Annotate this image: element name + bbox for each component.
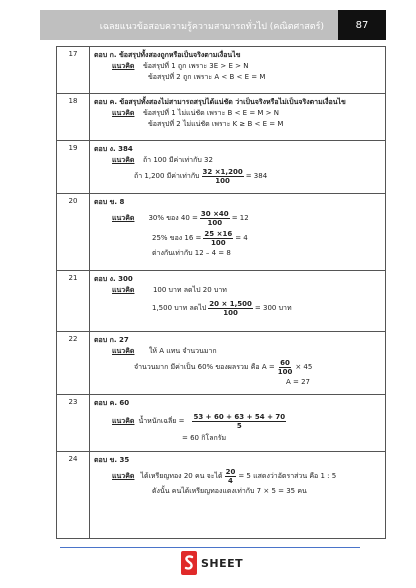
answer-cell	[90, 47, 386, 94]
question-number: 18	[57, 94, 90, 141]
answer-cell	[90, 94, 386, 141]
answer-cell	[90, 395, 386, 452]
answer-text: ตอบ ข. 35	[94, 456, 130, 464]
hint-line: 25% ของ 16 =	[152, 233, 202, 242]
hint-line: ดังนั้น คนได้เหรียญทองแดงเท่ากับ 7 × 5 = 35 คน	[152, 487, 307, 495]
fraction	[277, 359, 294, 376]
answer-text: ตอบ ค. 60	[94, 399, 130, 407]
answer-table	[56, 46, 386, 539]
page-header	[40, 10, 386, 40]
table-row	[57, 94, 386, 141]
answer-cell	[90, 194, 386, 271]
hint-label: แนวคิด	[112, 416, 135, 425]
fraction	[202, 168, 244, 185]
hint-line: = 300 บาท	[254, 303, 292, 312]
fraction-numerator: 53 + 60 + 63 + 54 + 70	[193, 412, 286, 421]
logo-text: SHEET	[201, 556, 244, 570]
answer-cell	[90, 332, 386, 395]
hint-label: แนวคิด	[112, 471, 135, 480]
fraction-denominator: 100	[277, 367, 293, 376]
fraction-denominator: 100	[207, 218, 223, 227]
fraction-numerator: 30 ×40	[200, 209, 229, 218]
hint-line: ให้ A แทน จำนวนมาก	[148, 347, 217, 355]
question-number: 20	[57, 194, 90, 271]
hint-line: = 4	[235, 234, 248, 242]
hint-label: แนวคิด	[112, 286, 135, 294]
fraction-denominator: 100	[211, 238, 226, 247]
fraction-numerator: 25 ×16	[204, 229, 233, 238]
fraction	[203, 230, 233, 247]
hint-line: ข้อสรุปที่ 2 ไม่แน่ชัด เพราะ K ≥ B < E = M	[148, 120, 284, 128]
hint-line: ได้เหรียญทอง 20 คน จะได้	[140, 471, 223, 480]
table-row	[57, 141, 386, 194]
hint-label: แนวคิด	[112, 156, 135, 164]
table-row	[57, 194, 386, 271]
fraction	[192, 413, 286, 430]
footer-divider	[60, 547, 360, 548]
answer-cell	[90, 452, 386, 539]
hint-label: แนวคิด	[112, 347, 135, 355]
hint-line: น้ำหนักเฉลี่ย =	[138, 416, 185, 425]
hint-line: = 60 กิโลกรัม	[182, 434, 227, 442]
answer-text: ตอบ ค. ข้อสรุปทั้งสองไม่สามารถสรุปได้แน่ชัด ว่าเป็นจริงหรือไม่เป็นจริงตามเงื่อนไข	[94, 98, 346, 106]
question-number: 19	[57, 141, 90, 194]
table-row	[57, 395, 386, 452]
answer-text: ตอบ ก. 27	[94, 336, 129, 344]
hint-line: ถ้า 100 มีค่าเท่ากับ 32	[142, 156, 213, 164]
hint-line: = 12	[231, 214, 249, 222]
fraction-numerator: 20	[225, 467, 236, 476]
fraction-denominator: 100	[223, 308, 238, 317]
table-row	[57, 47, 386, 94]
hint-line: จำนวนมาก มีค่าเป็น 60% ของผลรวม คือ A =	[134, 362, 275, 371]
hint-line: × 45	[295, 363, 313, 371]
question-number: 22	[57, 332, 90, 395]
hint-line: = 5 แสดงว่าอัตราส่วน คือ 1 : 5	[238, 471, 337, 480]
hint-label: แนวคิด	[112, 62, 135, 70]
question-number: 23	[57, 395, 90, 452]
answer-cell	[90, 271, 386, 332]
hint-label: แนวคิด	[112, 109, 135, 117]
fraction-numerator: 32 ×1,200	[202, 167, 243, 176]
hint-label: แนวคิด	[112, 213, 135, 222]
fraction	[208, 300, 253, 317]
hint-line: = 384	[245, 172, 268, 180]
fraction-denominator: 4	[228, 476, 233, 485]
fraction	[225, 468, 237, 485]
hint-line: 1,500 บาท ลดไป	[152, 303, 207, 312]
fraction-numerator: 20 × 1,500	[209, 299, 252, 308]
question-number: 17	[57, 47, 90, 94]
answer-text: ตอบ ก. ข้อสรุปทั้งสองถูกหรือเป็นจริงตามเงื่อนไข	[94, 51, 241, 59]
hint-line: A = 27	[286, 378, 311, 386]
sheet-logo	[181, 551, 243, 575]
answer-text: ตอบ ง. 300	[94, 275, 133, 283]
table-row	[57, 452, 386, 539]
hint-line: ต่างกันเท่ากับ 12 – 4 = 8	[152, 249, 231, 257]
fraction-numerator: 60	[280, 358, 290, 367]
hint-line: 30% ของ 40 =	[148, 213, 198, 222]
hint-line: ถ้า 1,200 มีค่าเท่ากับ	[134, 171, 200, 180]
sheet-logo-icon	[181, 551, 197, 575]
answer-text: ตอบ ข. 8	[94, 198, 125, 206]
hint-line: 100 บาท ลดไป 20 บาท	[152, 286, 227, 294]
fraction-denominator: 100	[215, 176, 230, 185]
header-title: เฉลยแนวข้อสอบความรู้ความสามารถทั่วไป (คณิตศาสตร์)	[99, 22, 324, 32]
answer-cell	[90, 141, 386, 194]
table-row	[57, 271, 386, 332]
answer-text: ตอบ ง. 384	[94, 145, 133, 153]
question-number: 21	[57, 271, 90, 332]
fraction-denominator: 5	[236, 421, 242, 430]
question-number: 24	[57, 452, 90, 539]
hint-line: ข้อสรุปที่ 1 ถูก เพราะ 3E > E > N	[142, 62, 249, 70]
fraction	[200, 210, 230, 227]
hint-line: ข้อสรุปที่ 1 ไม่แน่ชัด เพราะ B < E = M > N	[142, 109, 280, 117]
hint-line: ข้อสรุปที่ 2 ถูก เพราะ A < B < E = M	[148, 73, 266, 81]
page-number: 87	[338, 10, 386, 40]
table-row	[57, 332, 386, 395]
